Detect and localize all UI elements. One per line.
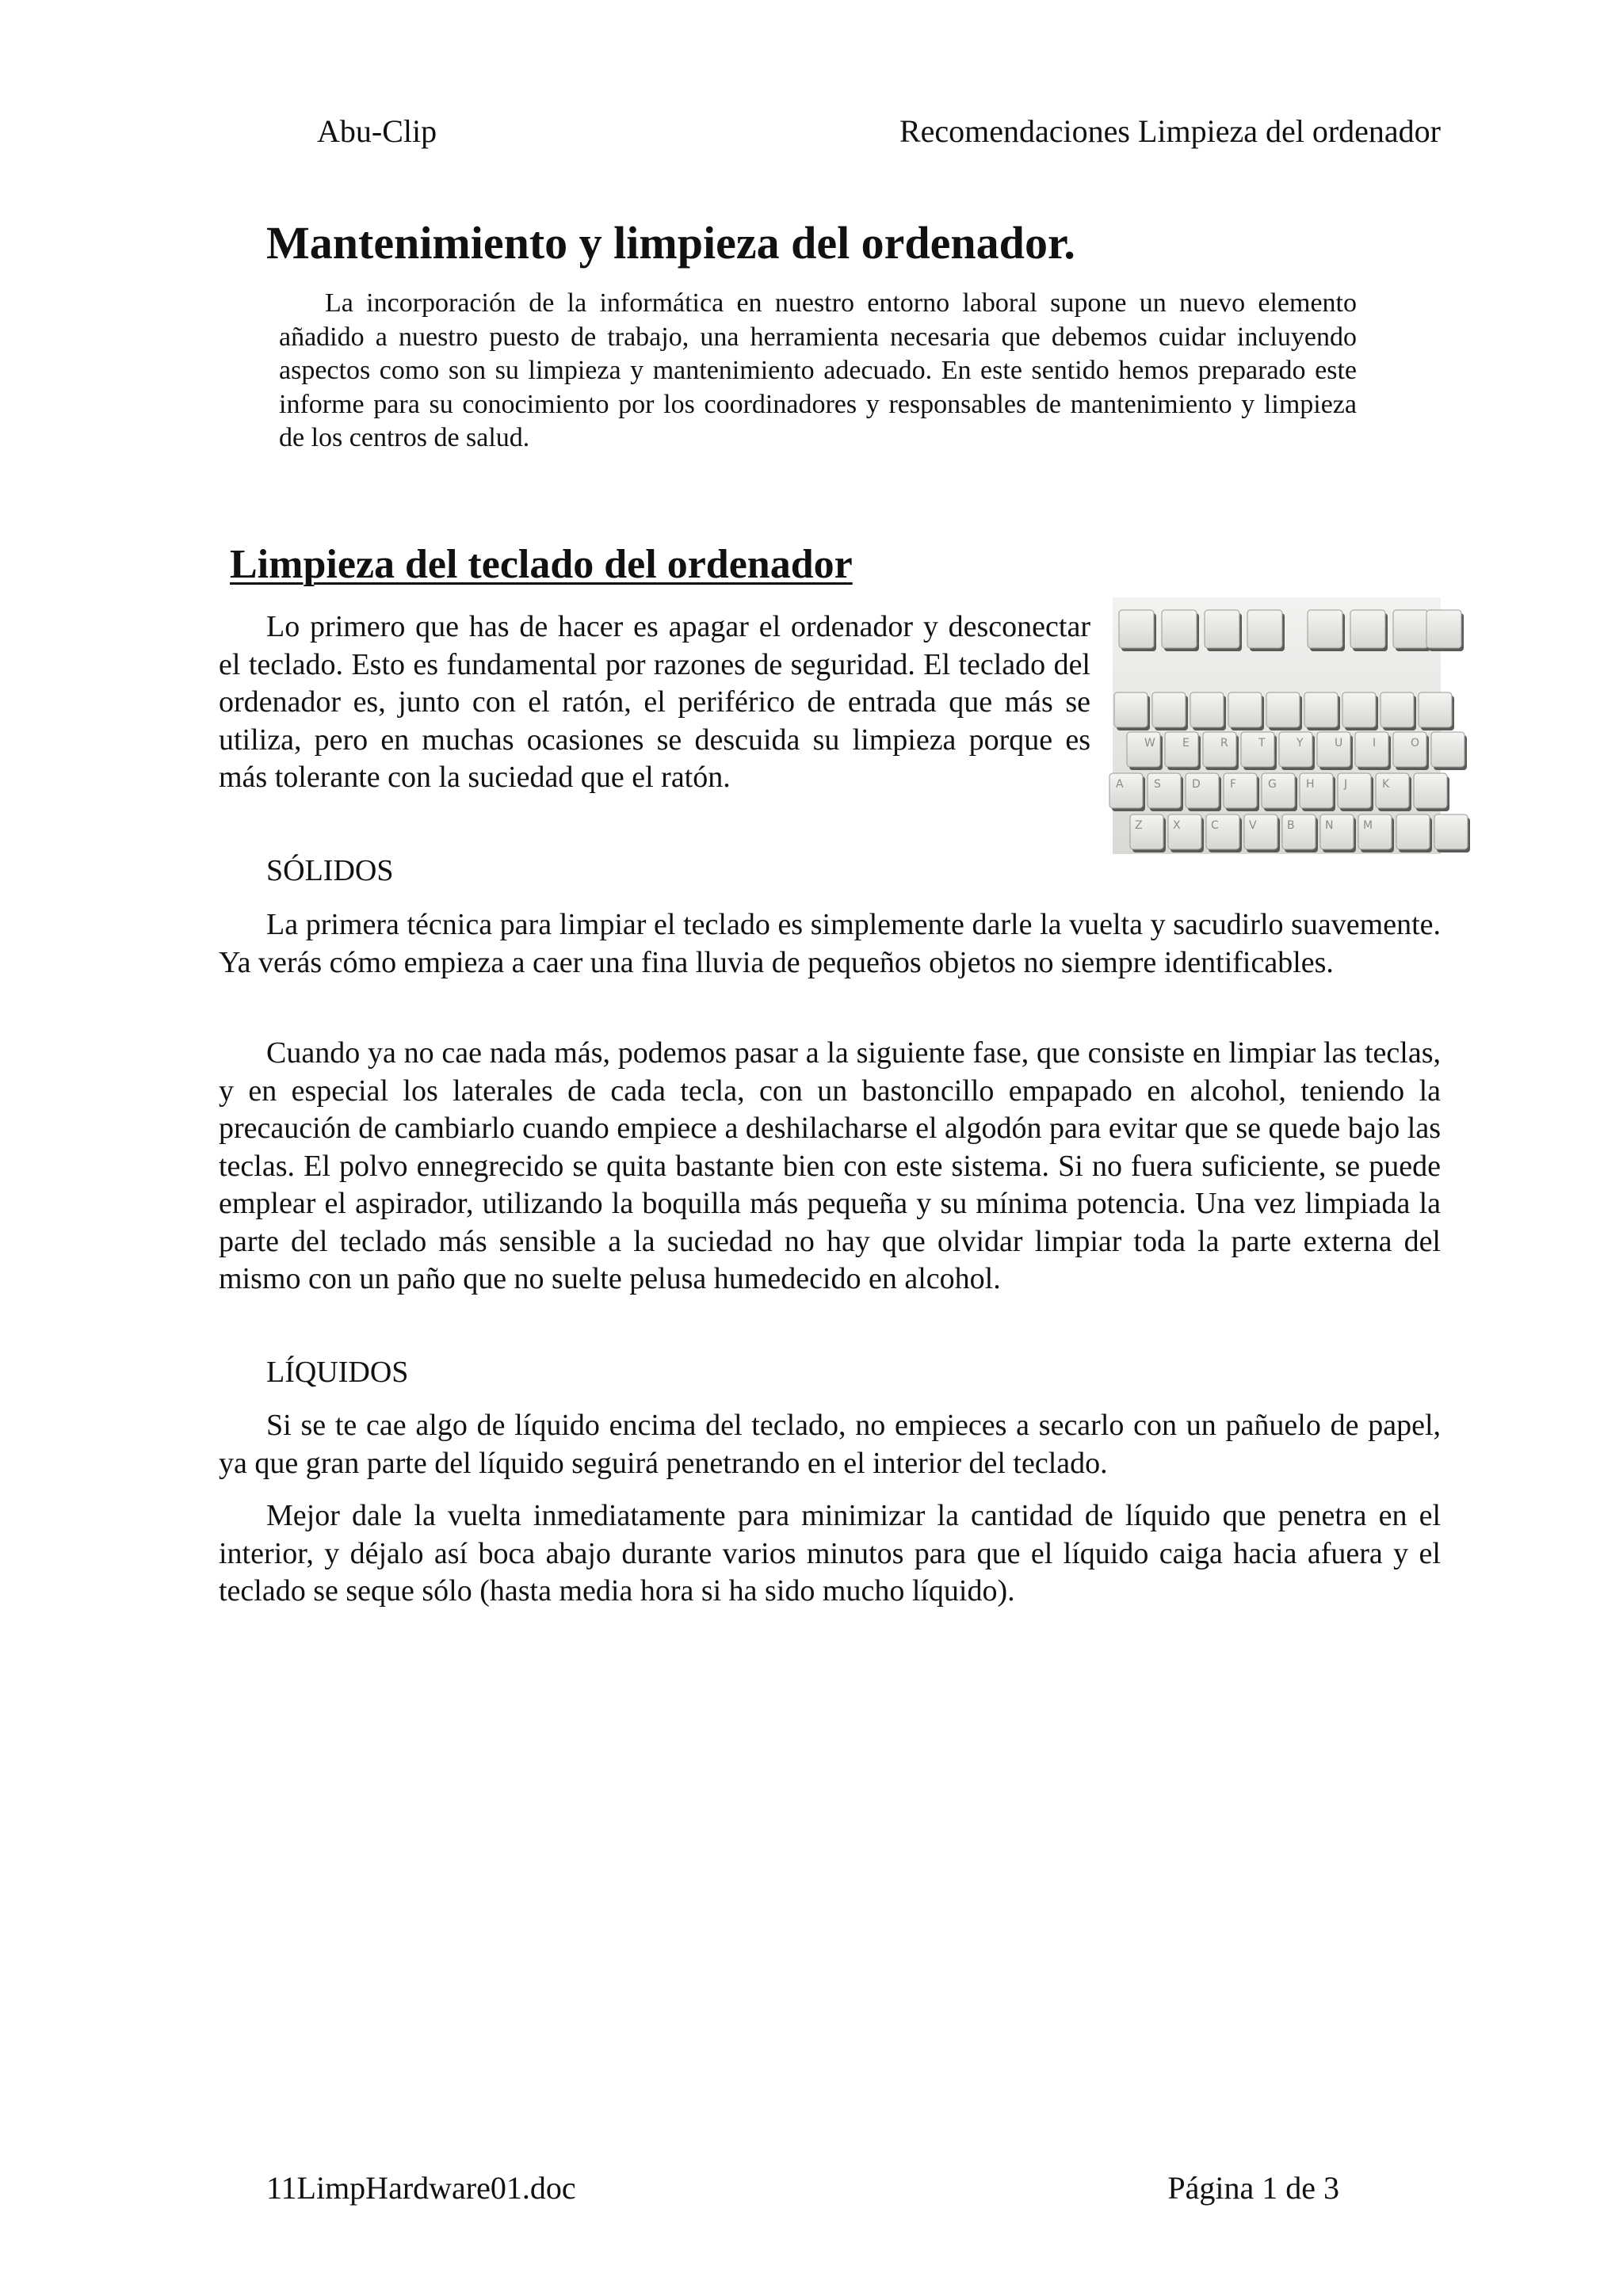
paragraph-solidos-1: La primera técnica para limpiar el teclado es simplemente darle la vuelta y sacudirlo suavemente. Ya verás cómo empieza a caer una fina lluvia de pequeños objetos no siempre identificables. <box>219 908 1441 979</box>
key-legend: E <box>1182 737 1190 749</box>
key-legend: W <box>1144 737 1155 749</box>
document-title: Mantenimiento y limpieza del ordenador. <box>266 217 1075 269</box>
keycap <box>1119 610 1154 648</box>
key-legend: C <box>1211 819 1219 832</box>
paragraph-liquidos-2: Mejor dale la vuelta inmediatamente para minimizar la cantidad de líquido que penetra en el interior, y déjalo así boca abajo durante varios minutos para que el líquido caiga hacia afuera y el teclado se seque sólo (hasta media hora si ha sido mucho líquido). <box>219 1499 1441 1608</box>
keycap <box>1162 610 1197 648</box>
key-legend: B <box>1287 819 1295 832</box>
keycap <box>1308 610 1342 648</box>
keycap <box>1396 814 1430 849</box>
footer-filename: 11LimpHardware01.doc <box>266 2170 576 2206</box>
key-legend: J <box>1344 778 1348 791</box>
key-legend: T <box>1258 737 1266 749</box>
keycap <box>1426 610 1461 648</box>
keycap <box>1342 692 1376 727</box>
keycap <box>1241 732 1274 767</box>
key-legend: V <box>1249 819 1257 832</box>
keycap <box>1152 692 1186 727</box>
key-legend: N <box>1325 819 1334 832</box>
keycap <box>1165 732 1198 767</box>
header-right: Recomendaciones Limpieza del ordenador <box>899 113 1441 149</box>
keyboard-photo <box>1113 597 1441 854</box>
key-legend: M <box>1363 819 1373 832</box>
subheading-liquidos: LÍQUIDOS <box>266 1356 409 1389</box>
keycap <box>1109 773 1143 808</box>
keycap <box>1350 610 1385 648</box>
keycap <box>1186 773 1219 808</box>
keycap <box>1431 732 1465 767</box>
keycap <box>1205 610 1239 648</box>
keycap <box>1266 692 1300 727</box>
key-legend: O <box>1411 737 1420 749</box>
subheading-solidos: SÓLIDOS <box>266 854 394 887</box>
keycap <box>1300 773 1333 808</box>
key-legend: K <box>1382 778 1390 791</box>
keycap <box>1338 773 1371 808</box>
intro-paragraph: La incorporación de la informática en nuestro entorno laboral supone un nuevo elemento añadido a nuestro puesto de trabajo, una herramienta necesaria que debemos cuidar incluyendo aspectos como son su limpieza y mantenimiento adecuado. En este sentido hemos preparado este informe para su conocimiento por los coordinadores y responsables de mantenimiento y limpieza de los centros de salud. <box>279 288 1357 452</box>
footer-page-number: Página 1 de 3 <box>1167 2170 1339 2206</box>
keycap <box>1114 692 1148 727</box>
keycap <box>1228 692 1262 727</box>
key-legend: S <box>1154 778 1161 791</box>
keycap <box>1393 732 1426 767</box>
keycap <box>1393 610 1428 648</box>
keycap <box>1203 732 1236 767</box>
keycap <box>1414 773 1447 808</box>
keycap <box>1376 773 1409 808</box>
key-legend: Z <box>1135 819 1143 832</box>
key-legend: A <box>1116 778 1124 791</box>
key-legend: H <box>1306 778 1315 791</box>
key-legend: X <box>1173 819 1181 832</box>
header-left: Abu-Clip <box>317 113 437 149</box>
keycap <box>1381 692 1414 727</box>
keycap <box>1148 773 1181 808</box>
keyboard-image <box>1113 597 1441 854</box>
key-legend: F <box>1230 778 1237 791</box>
key-legend: Y <box>1296 737 1304 749</box>
key-legend: R <box>1220 737 1228 749</box>
keycap <box>1279 732 1312 767</box>
paragraph-liquidos-1: Si se te cae algo de líquido encima del teclado, no empieces a secarlo con un pañuelo de papel, ya que gran parte del líquido seguirá penetrando en el interior del teclado. <box>219 1409 1441 1480</box>
footer <box>0 2169 1623 2206</box>
keycap <box>1190 692 1224 727</box>
keycap <box>1262 773 1295 808</box>
paragraph-solidos-2: Cuando ya no cae nada más, podemos pasar a la siguiente fase, que consiste en limpiar las teclas, y en especial los laterales de cada tecla, con un bastoncillo empapado en alcohol, teniendo la precaución de cambiarlo cuando empiece a deshilacharse el algodón para evitar que se quede bajo las teclas. El polvo ennegrecido se quita bastante bien con este sistema. Si no fuera suficiente, se puede emplear el aspirador, utilizando la boquilla más pequeña y su mínima potencia. Una vez limpiada la parte del teclado más sensible a la suciedad no hay que olvidar limpiar toda la parte externa del mismo con un paño que no suelte pelusa humedecido en alcohol. <box>219 1036 1441 1295</box>
keycap <box>1247 610 1282 648</box>
key-legend: I <box>1373 737 1377 749</box>
key-legend: G <box>1268 778 1277 791</box>
paragraph-keyboard-intro: Lo primero que has de hacer es apagar el ordenador y desconectar el teclado. Esto es fundamental por razones de seguridad. El teclado del ordenador es, junto con el ratón, el periférico de entrada que más se utiliza, pero en muchas ocasiones se descuida su limpieza porque es más tolerante con la suciedad que el ratón. <box>219 610 1090 794</box>
key-legend: D <box>1192 778 1201 791</box>
key-legend: U <box>1335 737 1343 749</box>
section-title: Limpieza del teclado del ordenador <box>230 542 853 587</box>
keycap <box>1419 692 1452 727</box>
keycap <box>1317 732 1350 767</box>
keycap <box>1434 814 1468 849</box>
keycap <box>1224 773 1257 808</box>
keycap <box>1304 692 1338 727</box>
keycap <box>1355 732 1388 767</box>
